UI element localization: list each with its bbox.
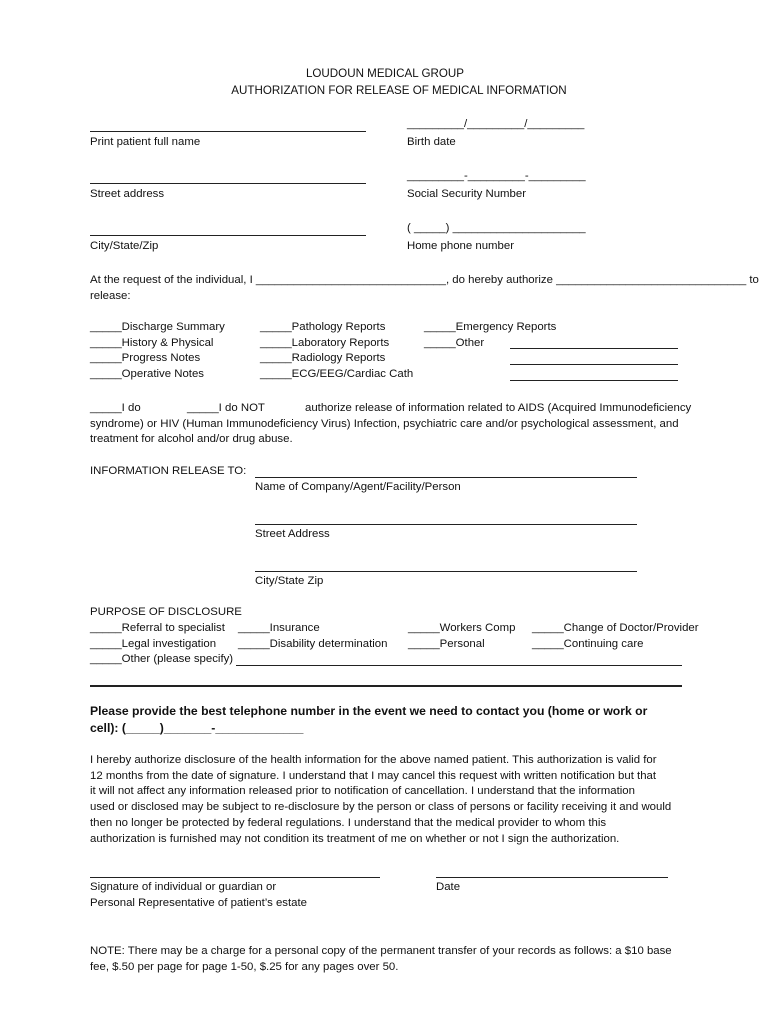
request-statement-cont: release: [90,290,131,302]
patient-name-field[interactable] [90,131,366,132]
authorization-text [90,753,671,847]
records-column-1 [90,320,225,383]
sensitive-statement-line-3: treatment for alcohol and/or drug abuse. [90,433,293,445]
fee-note-cont: fee, $.50 per page for page 1-50, $.25 for any pages over 50. [90,961,399,973]
purpose-option-other[interactable]: _____Other (please specify) [90,653,234,666]
release-city-label: City/State Zip [255,575,324,587]
sensitive-statement: authorize release of information related to AIDS (Acquired Immunodeficiency [305,402,692,414]
other-record-line-1[interactable] [510,348,678,349]
purpose-option-change-provider[interactable]: _____Change of Doctor/Provider [532,622,699,634]
purpose-heading: PURPOSE OF DISCLOSURE [90,606,242,618]
purpose-column-4 [532,621,699,652]
authorization-line: then no longer be protected by federal regulations. I understand that the medical provider to whom this [90,816,607,829]
purpose-option-referral[interactable]: _____Referral to specialist [90,622,225,634]
purpose-column-3 [408,621,515,652]
purpose-option-personal[interactable]: _____Personal [408,637,485,650]
patient-name-label: Print patient full name [90,136,201,148]
city-state-zip-label: City/State/Zip [90,240,159,252]
signature-label-cont: Personal Representative of patient’s estate [90,897,307,909]
authorization-line: I hereby authorize disclosure of the health information for the above named patient. This authorization is valid for [90,754,657,766]
signature-date-field[interactable] [436,877,668,878]
ssn-field[interactable]: _________-_________-_________ [407,170,586,182]
purpose-other-specify-line[interactable] [236,665,682,666]
record-option-pathology[interactable]: _____Pathology Reports [260,321,386,333]
contact-phone-field[interactable]: cell): (_____)_______-_____________ [90,721,304,735]
purpose-column-2 [238,621,387,652]
purpose-option-continuing-care[interactable]: _____Continuing care [532,637,644,650]
records-column-3 [424,320,556,351]
home-phone-field[interactable]: ( _____) _____________________ [407,222,586,234]
release-company-field[interactable] [255,477,637,478]
home-phone-label: Home phone number [407,240,515,252]
consent-i-do[interactable]: _____I do [90,402,141,414]
street-address-label: Street address [90,188,165,200]
record-option-history-physical[interactable]: _____History & Physical [90,336,214,349]
fee-note: NOTE: There may be a charge for a personal copy of the permanent transfer of your records as follows: a $10 base [90,945,672,957]
purpose-option-disability[interactable]: _____Disability determination [238,637,388,650]
authorization-line: authorization is furnished may not condition its treatment of me on whether or not I sign the authorization. [90,832,620,845]
form-title: AUTHORIZATION FOR RELEASE OF MEDICAL INFORMATION [231,84,567,97]
birth-date-label: Birth date [407,136,456,148]
record-option-operative-notes[interactable]: _____Operative Notes [90,368,204,381]
request-statement[interactable]: At the request of the individual, I ______________________________, do hereby authorize ______________________________ to [90,274,759,286]
purpose-option-insurance[interactable]: _____Insurance [238,622,320,634]
org-name: LOUDOUN MEDICAL GROUP [305,67,465,80]
authorization-line: it will not affect any information released prior to notification of cancellation. I understand that the information [90,785,635,798]
birth-date-field[interactable]: _________/_________/_________ [407,118,585,130]
other-record-line-2[interactable] [510,364,678,365]
purpose-option-legal[interactable]: _____Legal investigation [90,637,217,650]
record-option-radiology[interactable]: _____Radiology Reports [260,352,386,365]
signature-label: Signature of individual or guardian or [90,881,277,893]
signature-field[interactable] [90,877,380,878]
authorization-line: 12 months from the date of signature. I understand that I may cancel this request with written notification but that [90,769,657,782]
record-option-other[interactable]: _____Other [424,336,485,349]
other-record-line-3[interactable] [510,380,678,381]
authorization-line: used or disclosed may be subject to re-disclosure by the person or class of persons or facility receiving it and would [90,801,672,814]
release-city-field[interactable] [255,571,637,572]
consent-i-do-not[interactable]: _____I do NOT [187,402,265,414]
street-address-field[interactable] [90,183,366,184]
contact-request: Please provide the best telephone number in the event we need to contact you (home or work or [90,704,648,718]
record-option-emergency[interactable]: _____Emergency Reports [424,321,557,333]
records-column-2 [260,320,413,383]
purpose-column-1 [90,621,233,668]
purpose-option-workers-comp[interactable]: _____Workers Comp [408,622,516,634]
record-option-progress-notes[interactable]: _____Progress Notes [90,352,201,365]
record-option-laboratory[interactable]: _____Laboratory Reports [260,336,390,349]
record-option-discharge-summary[interactable]: _____Discharge Summary [90,321,225,333]
section-divider [90,685,682,687]
record-option-ecg-eeg[interactable]: _____ECG/EEG/Cardiac Cath [260,368,414,381]
sensitive-statement-line-2: syndrome) or HIV (Human Immunodeficiency Virus) Infection, psychiatric care and/or psychological assessment, and [90,418,679,430]
ssn-label: Social Security Number [407,188,527,200]
release-to-label: INFORMATION RELEASE TO: [90,465,247,477]
city-state-zip-field[interactable] [90,235,366,236]
release-street-label: Street Address [255,528,330,540]
release-company-label: Name of Company/Agent/Facility/Person [255,481,461,493]
release-street-field[interactable] [255,524,637,525]
signature-date-label: Date [436,881,461,893]
